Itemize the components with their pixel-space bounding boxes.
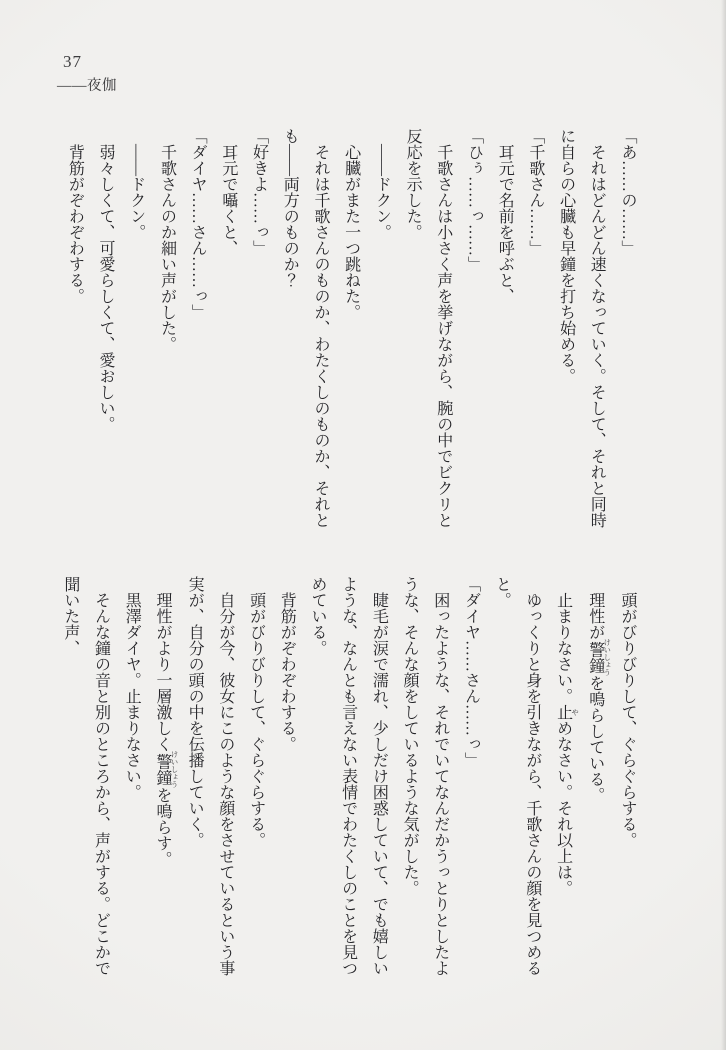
paragraph: 黒澤ダイヤ。止まりなさい。: [123, 592, 141, 800]
paragraph: ゆっくりと身を引きながら、千歌さんの顔を見つめると。: [493, 576, 541, 976]
running-header: ——夜伽: [57, 78, 117, 94]
paragraph: 自分が今、彼女にこのような顔をさせているという事実が、自分の頭の中を伝播していく。: [186, 576, 234, 976]
paragraph: 理性が警鐘 けいしょうを鳴らしている。: [586, 592, 612, 803]
paragraph: 耳元で名前を呼ぶと、: [496, 144, 514, 304]
paragraph: ——ドクン。: [373, 144, 391, 240]
paragraph: 睫毛が涙で濡れ、少しだけ困惑していて、でも嬉しいような、なんとも言えない表情でわたくしのことを見つめている。: [308, 576, 388, 976]
paragraph: 背筋がぞわぞわする。: [278, 592, 296, 752]
paragraph: 止まりなさい。止 やめなさい。それ以上は。: [554, 592, 580, 896]
paragraph: 背筋がぞわぞわする。: [66, 144, 84, 304]
furigana-annotated-word: 警鐘 けいしょう: [586, 638, 612, 677]
upper-text-block: [59, 128, 642, 530]
paragraph: 「千歌さん……」: [526, 128, 544, 256]
scan-edge-shadow: [721, 0, 726, 1050]
paragraph: そんな鐘の音と別のところから、声がする。どこかで聞いた声、: [61, 576, 110, 976]
paragraph: 理性がより一層激しく警鐘 けいしょうを鳴らす。: [153, 592, 179, 867]
lower-text-block: [54, 576, 642, 978]
paragraph: 「好きよ……っ」: [250, 128, 268, 256]
paragraph: 「あ……の……」: [619, 128, 636, 256]
page-number: 37: [63, 52, 82, 71]
paragraph: 頭がびりびりして、ぐらぐらする。: [619, 592, 636, 848]
furigana-annotated-word: 止 や: [554, 704, 580, 720]
paragraph: 耳元で囁くと、: [219, 144, 237, 256]
paragraph: ——ドクン。: [127, 144, 145, 240]
paragraph: 頭がびりびりして、ぐらぐらする。: [247, 592, 265, 848]
paragraph: 「ダイヤ……さん……っ」: [462, 576, 480, 768]
paragraph: それはどんどん速くなっていく。そして、それと同時に自らの心臓も早鐘を打ち始める。: [557, 128, 606, 528]
paragraph: 弱々しくて、可愛らしくて、愛おしい。: [97, 144, 115, 432]
paragraph: 心臓がまた一つ跳ねた。: [342, 144, 360, 320]
paragraph: 千歌さんのか細い声がした。: [158, 144, 176, 352]
paragraph: 「ひぅ……っ……」: [465, 128, 483, 272]
paragraph: それは千歌さんのものか、わたくしのものか、それとも——両方のものか？: [281, 128, 329, 528]
paragraph: 千歌さんは小さく声を挙げながら、腕の中でビクリと反応を示した。: [404, 128, 452, 528]
paragraph: 「ダイヤ……さん……っ」: [189, 128, 207, 320]
paragraph: 困ったような、それでいてなんだかうっとりとしたような、そんな顔をしているような気がした。: [401, 576, 449, 976]
furigana-annotated-word: 警鐘 けいしょう: [153, 750, 179, 789]
